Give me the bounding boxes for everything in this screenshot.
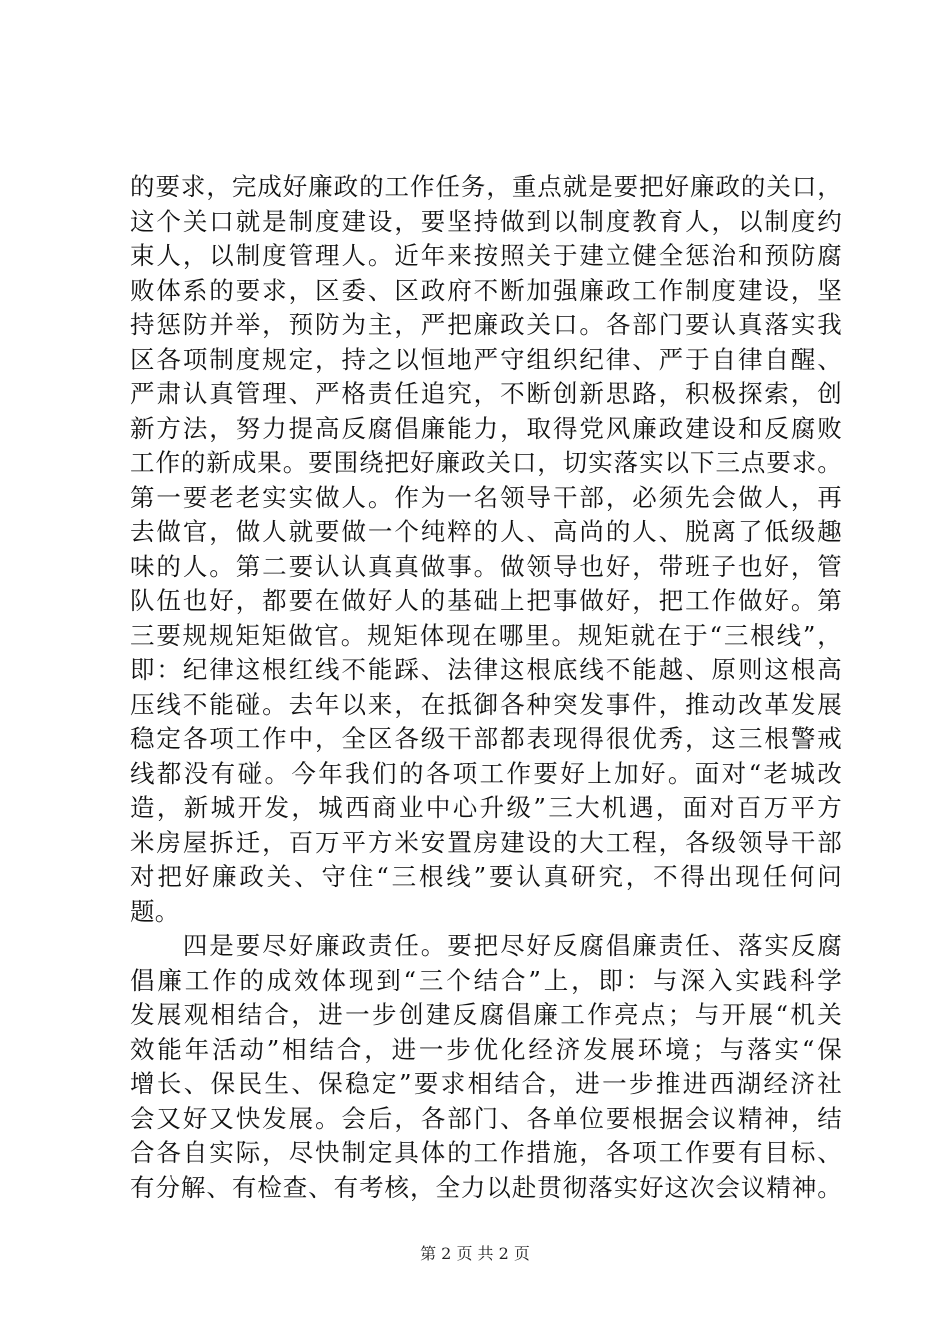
- document-body: [130, 170, 842, 1205]
- text-line: 会又好又快发展。会后，各部门、各单位要根据会议精神，结: [130, 1103, 842, 1133]
- text-line: 败体系的要求，区委、区政府不断加强廉政工作制度建设，坚: [130, 275, 842, 305]
- page-number: 第 2 页 共 2 页: [420, 1244, 530, 1263]
- text-line: 区各项制度规定，持之以恒地严守组织纪律、严于自律自醒、: [130, 344, 842, 374]
- text-line: 三要规规矩矩做官。规矩体现在哪里。规矩就在于“三根线”，: [130, 620, 842, 650]
- text-line: 第一要老老实实做人。作为一名领导干部，必须先会做人，再: [130, 482, 842, 512]
- text-line: 效能年活动”相结合，进一步优化经济发展环境；与落实“保: [130, 1034, 842, 1064]
- text-line: 工作的新成果。要围绕把好廉政关口，切实落实以下三点要求。: [130, 448, 842, 477]
- text-line: 四是要尽好廉政责任。要把尽好反腐倡廉责任、落实反腐: [130, 931, 842, 960]
- text-line: 持惩防并举，预防为主，严把廉政关口。各部门要认真落实我: [130, 310, 842, 339]
- text-line: 倡廉工作的成效体现到“三个结合”上，即：与深入实践科学: [130, 965, 842, 995]
- text-line: 线都没有碰。今年我们的各项工作要好上加好。面对“老城改: [130, 758, 842, 788]
- page-footer: [0, 1244, 950, 1264]
- text-line: 压线不能碰。去年以来，在抵御各种突发事件，推动改革发展: [130, 689, 842, 719]
- text-line: 有分解、有检查、有考核，全力以赴贯彻落实好这次会议精神。: [130, 1172, 842, 1202]
- text-line: 造，新城开发，城西商业中心升级”三大机遇，面对百万平方: [130, 793, 842, 822]
- text-line: 米房屋拆迁，百万平方米安置房建设的大工程，各级领导干部: [130, 827, 842, 857]
- text-line: 这个关口就是制度建设，要坚持做到以制度教育人，以制度约: [130, 206, 842, 236]
- paragraph-1: [130, 170, 842, 929]
- text-line: 合各自实际，尽快制定具体的工作措施，各项工作要有目标、: [130, 1138, 842, 1167]
- text-line: 即：纪律这根红线不能踩、法律这根底线不能越、原则这根高: [130, 655, 842, 684]
- text-line: 发展观相结合，进一步创建反腐倡廉工作亮点；与开展“机关: [130, 1000, 842, 1029]
- text-line: 增长、保民生、保稳定”要求相结合，进一步推进西湖经济社: [130, 1069, 842, 1098]
- text-line: 严肃认真管理、严格责任追究，不断创新思路，积极探索，创: [130, 379, 842, 408]
- text-line: 题。: [130, 896, 180, 926]
- text-line: 稳定各项工作中，全区各级干部都表现得很优秀，这三根警戒: [130, 724, 842, 753]
- text-line: 对把好廉政关、守住“三根线”要认真研究，不得出现任何问: [130, 862, 842, 891]
- paragraph-2: [130, 929, 842, 1205]
- text-line: 队伍也好，都要在做好人的基础上把事做好，把工作做好。第: [130, 586, 842, 615]
- text-line: 束人，以制度管理人。近年来按照关于建立健全惩治和预防腐: [130, 241, 842, 270]
- text-line: 新方法，努力提高反腐倡廉能力，取得党风廉政建设和反腐败: [130, 413, 842, 443]
- text-line: 的要求，完成好廉政的工作任务，重点就是要把好廉政的关口，: [130, 172, 842, 201]
- text-line: 去做官，做人就要做一个纯粹的人、高尚的人、脱离了低级趣: [130, 517, 842, 546]
- text-line: 味的人。第二要认认真真做事。做领导也好，带班子也好，管: [130, 551, 842, 581]
